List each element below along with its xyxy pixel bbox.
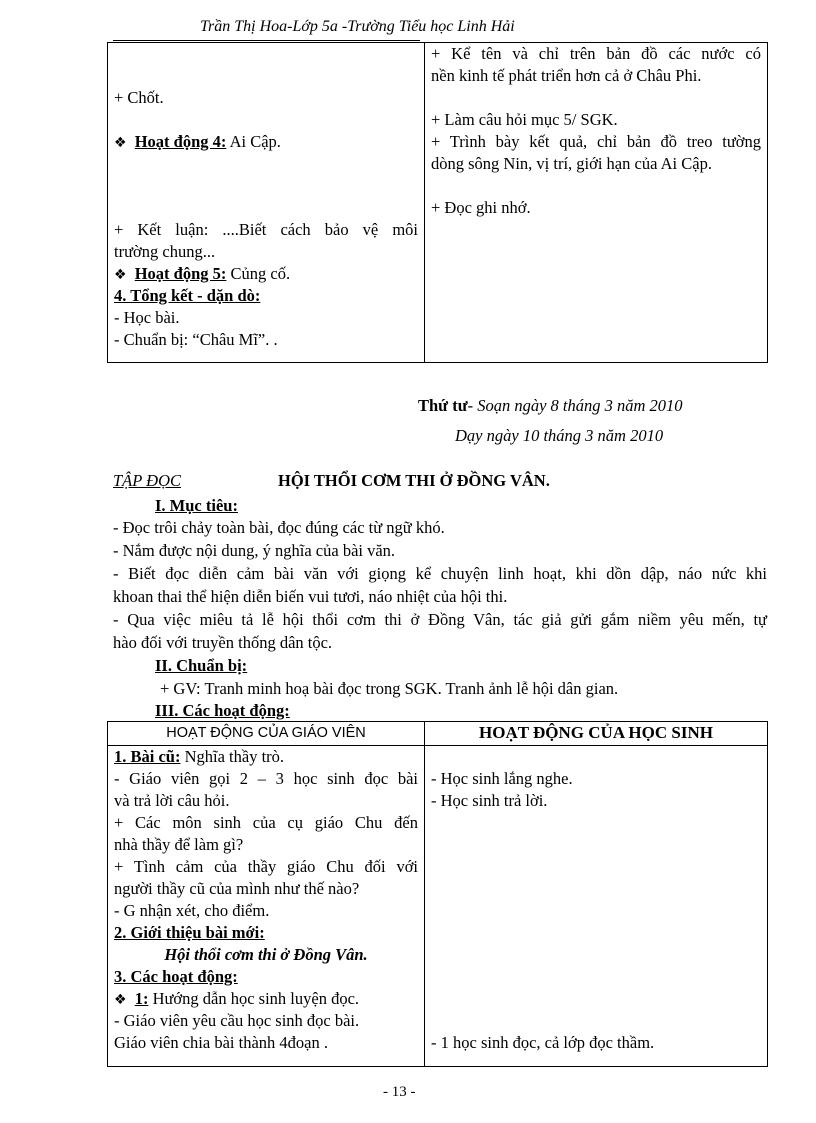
conclusion-line: + Chốt.	[114, 88, 164, 107]
teacher-line: - Giáo viên gọi 2 – 3 học sinh đọc bài	[114, 769, 418, 788]
activity-5-line: ❖ Hoạt động 5: Củng cố.	[114, 264, 291, 283]
student-column-top	[425, 43, 768, 363]
objective-item: khoan thai thể hiện diễn biến vui tươi, náo nhiệt của hội thi.	[113, 587, 508, 606]
student-line: dòng sông Nin, vị trí, giới hạn của Ai Cập.	[431, 154, 712, 173]
student-line: + Kể tên và chỉ trên bản đồ các nước có	[431, 44, 761, 63]
teacher-column-bottom	[108, 746, 425, 1067]
diamond-bullet-icon: ❖	[114, 992, 127, 1008]
student-column-header: HOẠT ĐỘNG CỦA HỌC SINH	[425, 722, 768, 746]
student-line: + Đọc ghi nhớ.	[431, 198, 531, 217]
objective-item: - Đọc trôi chảy toàn bài, đọc đúng các từ ngữ khó.	[113, 518, 445, 537]
date-prepared: Thứ tư- Soạn ngày 8 tháng 3 năm 2010	[418, 396, 683, 415]
activity-table-top	[107, 42, 768, 363]
lesson-title: HỘI THỔI CƠM THI Ở ĐỒNG VÂN.	[278, 471, 550, 490]
page-header: Trần Thị Hoa-Lớp 5a -Trường Tiểu học Linh Hải	[200, 18, 515, 35]
summary-line-2: trường chung...	[114, 242, 216, 261]
new-lesson-title: Hội thổi cơm thi ở Đồng Vân.	[164, 945, 368, 964]
summary-line-1: + Kết luận: ....Biết cách bảo vệ môi	[114, 220, 418, 239]
teacher-line: - Giáo viên yêu cầu học sinh đọc bài.	[114, 1011, 360, 1030]
student-column-bottom	[425, 746, 768, 1067]
student-line: + Làm câu hỏi mục 5/ SGK.	[431, 110, 618, 129]
section-preparation: II. Chuẩn bị:	[155, 656, 248, 675]
teacher-line: + Các môn sinh của cụ giáo Chu đến	[114, 813, 418, 832]
student-line: nền kinh tế phát triển hơn cả ở Châu Phi.	[431, 66, 702, 85]
objective-item: - Biết đọc diễn cảm bài văn với giọng kể chuyện linh hoạt, khi dồn dập, náo nức khi	[113, 564, 767, 583]
diamond-bullet-icon: ❖	[114, 267, 127, 283]
student-line: - 1 học sinh đọc, cả lớp đọc thầm.	[431, 1033, 655, 1052]
student-line: - Học sinh lắng nghe.	[431, 769, 573, 788]
wrap-up-item-2: - Chuẩn bị: “Châu Mĩ”. .	[114, 330, 278, 349]
page-number: - 13 -	[383, 1084, 416, 1100]
teacher-column-top	[108, 43, 425, 363]
date-taught: Dạy ngày 10 tháng 3 năm 2010	[455, 426, 664, 445]
activity-1-line: ❖ 1: Hướng dẫn học sinh luyện đọc.	[114, 989, 360, 1008]
wrap-up-heading: 4. Tổng kết - dặn dò:	[114, 286, 261, 305]
teacher-column-header: HOẠT ĐỘNG CỦA GIÁO VIÊN	[108, 722, 425, 746]
student-line: - Học sinh trả lời.	[431, 791, 548, 810]
teacher-line: người thầy cũ của mình như thế nào?	[114, 879, 360, 898]
student-line: + Trình bày kết quả, chỉ bản đồ treo tường	[431, 132, 761, 151]
section-objectives: I. Mục tiêu:	[155, 496, 238, 515]
diamond-bullet-icon: ❖	[114, 135, 127, 151]
activities-heading: 3. Các hoạt động:	[114, 967, 238, 986]
old-lesson-line: 1. Bài cũ: Nghĩa thầy trò.	[114, 747, 285, 766]
new-lesson-heading: 2. Giới thiệu bài mới:	[114, 923, 265, 942]
objective-item: - Qua việc miêu tả lễ hội thổi cơm thi ở Đồng Vân, tác giả gửi gắm niềm yêu mến, tự	[113, 610, 767, 629]
teacher-line: + Tình cảm của thầy giáo Chu đối với	[114, 857, 418, 876]
objective-item: hào đối với truyền thống dân tộc.	[113, 633, 333, 652]
teacher-line: - G nhận xét, cho điểm.	[114, 901, 270, 920]
activity-4-line: ❖ Hoạt động 4: Ai Cập.	[114, 132, 281, 151]
preparation-item: + GV: Tranh minh hoạ bài đọc trong SGK. Tranh ảnh lễ hội dân gian.	[160, 679, 619, 698]
activity-table-bottom	[107, 721, 768, 1067]
objective-item: - Nắm được nội dung, ý nghĩa của bài văn.	[113, 541, 396, 560]
teacher-line: Giáo viên chia bài thành 4đoạn .	[114, 1033, 328, 1052]
teacher-line: nhà thầy để làm gì?	[114, 835, 244, 854]
section-activities: III. Các hoạt động:	[155, 701, 290, 720]
header-rule	[113, 40, 420, 41]
teacher-line: và trả lời câu hỏi.	[114, 791, 230, 810]
wrap-up-item-1: - Học bài.	[114, 308, 180, 327]
subject-label: TẬP ĐỌC	[113, 471, 181, 490]
